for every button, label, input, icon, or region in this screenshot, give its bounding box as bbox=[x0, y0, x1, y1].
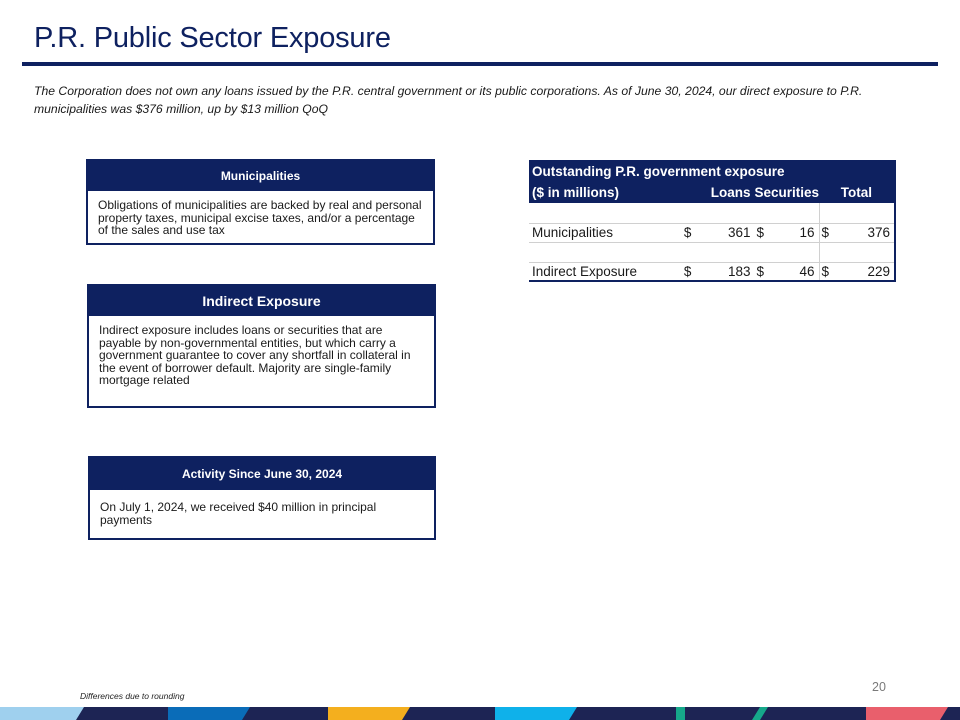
currency-symbol: $ bbox=[819, 223, 833, 242]
page-number: 20 bbox=[872, 680, 886, 694]
indirect-exposure-card-title: Indirect Exposure bbox=[89, 286, 434, 316]
securities-value: 46 bbox=[799, 263, 815, 279]
activity-card-body: On July 1, 2024, we received $40 million in principal payments bbox=[100, 500, 377, 527]
page-title: P.R. Public Sector Exposure bbox=[34, 22, 391, 54]
spacer-row bbox=[529, 242, 895, 262]
footer-color-band bbox=[0, 707, 960, 720]
activity-card-title: Activity Since June 30, 2024 bbox=[90, 458, 434, 490]
municipalities-card-body: Obligations of municipalities are backed by real and personal property taxes, municipal excise taxes, and/or a percentage of the sales and use tax bbox=[98, 198, 422, 238]
municipalities-card bbox=[86, 159, 435, 245]
band-segment-light-blue bbox=[0, 707, 84, 720]
band-segment-amber bbox=[328, 707, 410, 720]
band-segment-green-bar bbox=[676, 707, 685, 720]
indirect-exposure-card bbox=[87, 284, 436, 408]
row-label: Indirect Exposure bbox=[532, 263, 638, 279]
municipalities-card-title: Municipalities bbox=[88, 161, 433, 191]
table-header-row bbox=[529, 182, 895, 203]
band-segment-medium-blue bbox=[168, 707, 250, 720]
table-row bbox=[529, 223, 895, 242]
band-segment-cyan bbox=[495, 707, 577, 720]
table-title: Outstanding P.R. government exposure bbox=[529, 160, 895, 182]
currency-symbol: $ bbox=[754, 223, 768, 242]
footnote: Differences due to rounding bbox=[80, 691, 185, 701]
table-row bbox=[529, 262, 895, 281]
column-header-total: Total bbox=[819, 182, 895, 203]
currency-symbol: $ bbox=[682, 223, 696, 242]
securities-value: 16 bbox=[769, 223, 819, 242]
total-value: 376 bbox=[833, 223, 895, 242]
loans-value: 361 bbox=[696, 223, 755, 242]
currency-symbol: $ bbox=[683, 263, 692, 279]
total-value: 229 bbox=[867, 263, 890, 279]
activity-card bbox=[88, 456, 436, 540]
intro-text: The Corporation does not own any loans issued by the P.R. central government or its public corporations. As of June 30, 2024, our direct exposure to P.R. municipalities was $376 million, up by $13 million QoQ bbox=[34, 84, 863, 116]
unit-label: ($ in millions) bbox=[529, 182, 682, 203]
loans-value: 183 bbox=[727, 263, 751, 279]
table-title-row bbox=[529, 160, 895, 182]
column-header-securities: Securities bbox=[754, 182, 819, 203]
title-divider bbox=[22, 62, 938, 66]
indirect-exposure-card-body: Indirect exposure includes loans or securities that are payable by non-governmental entities, but which carry a government guarantee to cover any shortfall in collateral in the event of borrower default. Majority are single-family mortgage related bbox=[99, 323, 411, 388]
row-label: Municipalities bbox=[529, 223, 682, 242]
band-segment-pink bbox=[866, 707, 948, 720]
currency-symbol: $ bbox=[756, 263, 764, 279]
currency-symbol: $ bbox=[819, 262, 833, 281]
column-header-loans: Loans bbox=[682, 182, 755, 203]
spacer-row bbox=[529, 203, 895, 223]
band-segment-green-slash bbox=[752, 707, 768, 720]
exposure-table bbox=[529, 160, 896, 282]
